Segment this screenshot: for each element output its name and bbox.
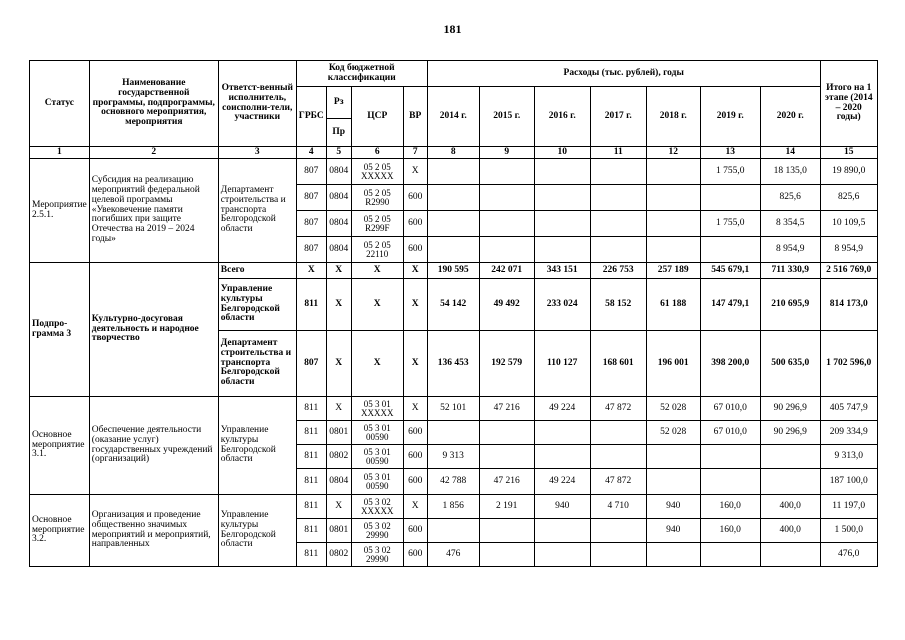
csr-cell: 05 3 02 XXXXX xyxy=(351,495,403,519)
grbs-cell: 807 xyxy=(296,185,326,211)
value-cell: 940 xyxy=(646,495,700,519)
value-cell: 2 191 xyxy=(479,495,534,519)
csr-cell: 05 2 05 22110 xyxy=(351,237,403,263)
value-cell xyxy=(534,519,590,543)
col-number: 15 xyxy=(820,147,877,159)
value-cell: 90 296,9 xyxy=(760,397,820,421)
value-cell: 226 753 xyxy=(590,263,646,279)
grbs-cell: 811 xyxy=(296,445,326,469)
total-cell: 1 500,0 xyxy=(820,519,877,543)
table-row xyxy=(30,159,878,185)
value-cell: 9 313 xyxy=(427,445,479,469)
value-cell xyxy=(760,543,820,567)
value-cell: 192 579 xyxy=(479,331,534,397)
value-cell xyxy=(590,543,646,567)
total-cell: 187 100,0 xyxy=(820,469,877,495)
csr-cell: 05 2 05 XXXXX xyxy=(351,159,403,185)
value-cell xyxy=(534,185,590,211)
col-number: 14 xyxy=(760,147,820,159)
value-cell xyxy=(479,445,534,469)
value-cell: 545 679,1 xyxy=(700,263,760,279)
header-total: Итого на 1 этапе (2014 – 2020 годы) xyxy=(820,61,877,147)
status-cell: Основное мероприятие 3.2. xyxy=(30,495,90,567)
total-cell: 10 109,5 xyxy=(820,211,877,237)
value-cell: 52 028 xyxy=(646,397,700,421)
csr-cell: 05 3 02 29990 xyxy=(351,519,403,543)
col-number: 11 xyxy=(590,147,646,159)
value-cell: 49 224 xyxy=(534,397,590,421)
vr-cell: 600 xyxy=(403,421,427,445)
total-cell: 8 954,9 xyxy=(820,237,877,263)
name-cell: Организация и проведение общественно значимых мероприятий и мероприятий, направленных xyxy=(89,495,218,567)
status-cell: Мероприятие 2.5.1. xyxy=(30,159,90,263)
value-cell xyxy=(590,421,646,445)
total-cell: 209 334,9 xyxy=(820,421,877,445)
value-cell xyxy=(646,469,700,495)
grbs-cell: 811 xyxy=(296,397,326,421)
value-cell xyxy=(427,237,479,263)
header-csr: ЦСР xyxy=(351,87,403,147)
value-cell xyxy=(646,445,700,469)
grbs-cell: 811 xyxy=(296,279,326,331)
value-cell xyxy=(479,211,534,237)
value-cell xyxy=(590,159,646,185)
value-cell: 343 151 xyxy=(534,263,590,279)
col-number: 4 xyxy=(296,147,326,159)
header-year-2019: 2019 г. xyxy=(700,87,760,147)
vr-cell: X xyxy=(403,397,427,421)
value-cell xyxy=(700,543,760,567)
value-cell: 257 189 xyxy=(646,263,700,279)
col-number: 13 xyxy=(700,147,760,159)
total-cell: 1 702 596,0 xyxy=(820,331,877,397)
vr-cell: X xyxy=(403,331,427,397)
csr-cell: 05 3 01 00590 xyxy=(351,445,403,469)
grbs-cell: 807 xyxy=(296,159,326,185)
status-cell: Основное мероприятие 3.1. xyxy=(30,397,90,495)
value-cell xyxy=(760,445,820,469)
value-cell: 233 024 xyxy=(534,279,590,331)
grbs-cell: 811 xyxy=(296,469,326,495)
vr-cell: 600 xyxy=(403,519,427,543)
value-cell: 8 354,5 xyxy=(760,211,820,237)
total-cell: 11 197,0 xyxy=(820,495,877,519)
value-cell: 67 010,0 xyxy=(700,397,760,421)
vr-cell: 600 xyxy=(403,543,427,567)
rz-cell: 0804 xyxy=(326,185,351,211)
header-year-2020: 2020 г. xyxy=(760,87,820,147)
total-cell: 405 747,9 xyxy=(820,397,877,421)
table-row xyxy=(30,263,878,279)
responsible-cell: Департамент строительства и транспорта Белгородской области xyxy=(218,331,296,397)
header-row-1 xyxy=(30,61,878,87)
value-cell xyxy=(646,185,700,211)
col-number: 8 xyxy=(427,147,479,159)
header-vr: ВР xyxy=(403,87,427,147)
rz-cell: 0804 xyxy=(326,159,351,185)
col-number: 6 xyxy=(351,147,403,159)
header-grbs: ГРБС xyxy=(296,87,326,147)
rz-cell: X xyxy=(326,331,351,397)
rz-cell: 0801 xyxy=(326,421,351,445)
grbs-cell: 807 xyxy=(296,331,326,397)
value-cell xyxy=(427,185,479,211)
budget-table xyxy=(29,60,878,567)
value-cell xyxy=(700,237,760,263)
value-cell xyxy=(646,543,700,567)
value-cell xyxy=(479,421,534,445)
col-number: 3 xyxy=(218,147,296,159)
value-cell xyxy=(534,211,590,237)
csr-cell: 05 3 01 00590 xyxy=(351,469,403,495)
name-cell: Субсидия на реализацию мероприятий федеральной целевой программы «Увековечение памяти погибших при защите Отечества на 2019 – 2024 годы» xyxy=(89,159,218,263)
value-cell: 47 216 xyxy=(479,397,534,421)
value-cell xyxy=(479,519,534,543)
value-cell xyxy=(427,519,479,543)
value-cell: 67 010,0 xyxy=(700,421,760,445)
responsible-cell: Управление культуры Белгородской области xyxy=(218,279,296,331)
col-number: 1 xyxy=(30,147,90,159)
value-cell xyxy=(646,237,700,263)
table-row xyxy=(30,397,878,421)
value-cell: 147 479,1 xyxy=(700,279,760,331)
value-cell: 49 492 xyxy=(479,279,534,331)
header-year-2017: 2017 г. xyxy=(590,87,646,147)
value-cell: 168 601 xyxy=(590,331,646,397)
value-cell: 52 028 xyxy=(646,421,700,445)
value-cell: 54 142 xyxy=(427,279,479,331)
value-cell: 1 856 xyxy=(427,495,479,519)
value-cell: 210 695,9 xyxy=(760,279,820,331)
rz-cell: 0801 xyxy=(326,519,351,543)
value-cell: 18 135,0 xyxy=(760,159,820,185)
value-cell xyxy=(700,445,760,469)
header-pr: Пр xyxy=(326,119,351,147)
col-number: 9 xyxy=(479,147,534,159)
value-cell: 190 595 xyxy=(427,263,479,279)
table-row xyxy=(30,495,878,519)
value-cell xyxy=(590,237,646,263)
header-responsible: Ответст-венный исполнитель, соисполни-тели, участники xyxy=(218,61,296,147)
value-cell xyxy=(760,469,820,495)
grbs-cell: 811 xyxy=(296,421,326,445)
name-cell: Культурно-досуговая деятельность и народное творчество xyxy=(89,263,218,397)
value-cell: 940 xyxy=(646,519,700,543)
vr-cell: X xyxy=(403,263,427,279)
value-cell xyxy=(700,469,760,495)
vr-cell: X xyxy=(403,159,427,185)
value-cell xyxy=(590,185,646,211)
vr-cell: X xyxy=(403,495,427,519)
value-cell xyxy=(590,211,646,237)
name-cell: Обеспечение деятельности (оказание услуг) государственных учреждений (организаций) xyxy=(89,397,218,495)
total-cell: 2 516 769,0 xyxy=(820,263,877,279)
grbs-cell: 811 xyxy=(296,519,326,543)
value-cell: 196 001 xyxy=(646,331,700,397)
value-cell: 90 296,9 xyxy=(760,421,820,445)
vr-cell: 600 xyxy=(403,185,427,211)
value-cell: 8 954,9 xyxy=(760,237,820,263)
total-cell: 9 313,0 xyxy=(820,445,877,469)
grbs-cell: 811 xyxy=(296,495,326,519)
value-cell: 940 xyxy=(534,495,590,519)
value-cell xyxy=(479,237,534,263)
header-year-2018: 2018 г. xyxy=(646,87,700,147)
csr-cell: X xyxy=(351,331,403,397)
value-cell xyxy=(700,185,760,211)
value-cell xyxy=(427,211,479,237)
value-cell xyxy=(534,237,590,263)
grbs-cell: 807 xyxy=(296,211,326,237)
csr-cell: 05 3 01 00590 xyxy=(351,421,403,445)
csr-cell: X xyxy=(351,279,403,331)
value-cell: 160,0 xyxy=(700,519,760,543)
responsible-cell: Управление культуры Белгородской области xyxy=(218,495,296,567)
value-cell: 711 330,9 xyxy=(760,263,820,279)
value-cell: 1 755,0 xyxy=(700,159,760,185)
value-cell: 58 152 xyxy=(590,279,646,331)
csr-cell: 05 2 05 R2990 xyxy=(351,185,403,211)
total-cell: 825,6 xyxy=(820,185,877,211)
rz-cell: 0804 xyxy=(326,211,351,237)
value-cell: 47 872 xyxy=(590,469,646,495)
header-expenses: Расходы (тыс. рублей), годы xyxy=(427,61,820,87)
value-cell: 400,0 xyxy=(760,519,820,543)
csr-cell: X xyxy=(351,263,403,279)
value-cell xyxy=(590,445,646,469)
value-cell xyxy=(479,185,534,211)
column-number-row xyxy=(30,147,878,159)
value-cell xyxy=(479,543,534,567)
value-cell: 400,0 xyxy=(760,495,820,519)
value-cell xyxy=(427,421,479,445)
value-cell: 476 xyxy=(427,543,479,567)
vr-cell: 600 xyxy=(403,237,427,263)
value-cell: 500 635,0 xyxy=(760,331,820,397)
col-number: 5 xyxy=(326,147,351,159)
rz-cell: X xyxy=(326,263,351,279)
value-cell xyxy=(534,445,590,469)
status-cell: Подпро-грамма 3 xyxy=(30,263,90,397)
header-year-2016: 2016 г. xyxy=(534,87,590,147)
value-cell: 47 872 xyxy=(590,397,646,421)
vr-cell: 600 xyxy=(403,469,427,495)
value-cell: 398 200,0 xyxy=(700,331,760,397)
value-cell: 110 127 xyxy=(534,331,590,397)
value-cell xyxy=(646,159,700,185)
grbs-cell: X xyxy=(296,263,326,279)
value-cell xyxy=(427,159,479,185)
total-cell: 19 890,0 xyxy=(820,159,877,185)
rz-cell: X xyxy=(326,279,351,331)
csr-cell: 05 3 01 XXXXX xyxy=(351,397,403,421)
value-cell: 825,6 xyxy=(760,185,820,211)
col-number: 10 xyxy=(534,147,590,159)
value-cell: 160,0 xyxy=(700,495,760,519)
grbs-cell: 807 xyxy=(296,237,326,263)
responsible-cell: Всего xyxy=(218,263,296,279)
csr-cell: 05 2 05 R299F xyxy=(351,211,403,237)
value-cell: 52 101 xyxy=(427,397,479,421)
col-number: 7 xyxy=(403,147,427,159)
value-cell: 242 071 xyxy=(479,263,534,279)
header-budget-code: Код бюджетной классификации xyxy=(296,61,427,87)
rz-cell: 0802 xyxy=(326,543,351,567)
value-cell: 47 216 xyxy=(479,469,534,495)
total-cell: 476,0 xyxy=(820,543,877,567)
value-cell xyxy=(479,159,534,185)
value-cell: 49 224 xyxy=(534,469,590,495)
header-rz: Рз xyxy=(326,87,351,119)
value-cell: 4 710 xyxy=(590,495,646,519)
value-cell: 136 453 xyxy=(427,331,479,397)
value-cell xyxy=(534,543,590,567)
value-cell xyxy=(534,421,590,445)
value-cell: 1 755,0 xyxy=(700,211,760,237)
vr-cell: 600 xyxy=(403,445,427,469)
total-cell: 814 173,0 xyxy=(820,279,877,331)
value-cell: 61 188 xyxy=(646,279,700,331)
grbs-cell: 811 xyxy=(296,543,326,567)
rz-cell: X xyxy=(326,397,351,421)
header-year-2015: 2015 г. xyxy=(479,87,534,147)
vr-cell: 600 xyxy=(403,211,427,237)
rz-cell: X xyxy=(326,495,351,519)
page-number: 181 xyxy=(443,22,462,36)
header-status: Статус xyxy=(30,61,90,147)
responsible-cell: Управление культуры Белгородской области xyxy=(218,397,296,495)
value-cell xyxy=(534,159,590,185)
header-year-2014: 2014 г. xyxy=(427,87,479,147)
rz-cell: 0804 xyxy=(326,237,351,263)
col-number: 2 xyxy=(89,147,218,159)
rz-cell: 0804 xyxy=(326,469,351,495)
value-cell: 42 788 xyxy=(427,469,479,495)
responsible-cell: Департамент строительства и транспорта Белгородской области xyxy=(218,159,296,263)
csr-cell: 05 3 02 29990 xyxy=(351,543,403,567)
header-name: Наименование государственной программы, подпрограммы, основного мероприятия, мероприятия xyxy=(89,61,218,147)
value-cell xyxy=(590,519,646,543)
vr-cell: X xyxy=(403,279,427,331)
col-number: 12 xyxy=(646,147,700,159)
value-cell xyxy=(646,211,700,237)
rz-cell: 0802 xyxy=(326,445,351,469)
